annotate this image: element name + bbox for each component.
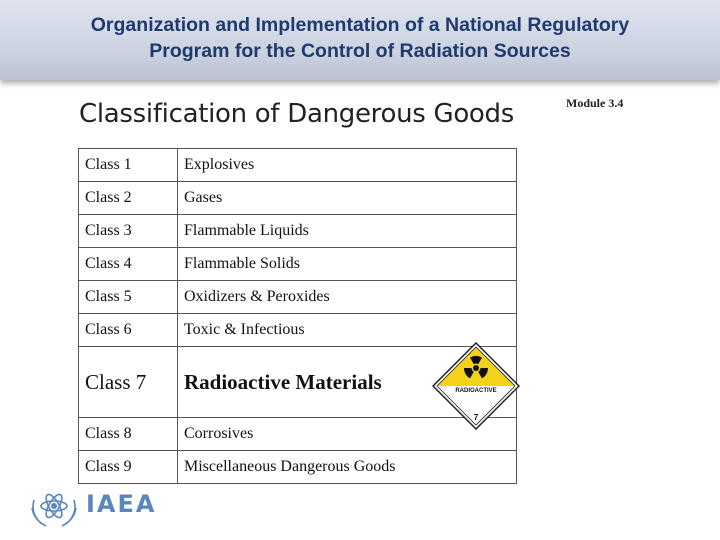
class-name: Miscellaneous Dangerous Goods — [178, 451, 517, 484]
class-name: Toxic & Infectious — [178, 314, 517, 347]
presentation-title-line1: Organization and Implementation of a National Regulatory — [90, 14, 630, 36]
presentation-title — [0, 12, 720, 64]
table-row — [79, 451, 517, 484]
module-label: Module 3.4 — [566, 96, 624, 110]
class-name: Explosives — [178, 149, 517, 182]
class-name: Radioactive Materials — [178, 347, 517, 418]
class-label: Class 6 — [79, 314, 178, 347]
iaea-logo-text: IAEA — [86, 490, 157, 518]
class-label: Class 4 — [79, 248, 178, 281]
table-row — [79, 149, 517, 182]
class-label: Class 7 — [79, 347, 178, 418]
class-name: Flammable Liquids — [178, 215, 517, 248]
radioactive-placard-icon — [432, 342, 520, 430]
class-name: Oxidizers & Peroxides — [178, 281, 517, 314]
class-label: Class 8 — [79, 418, 178, 451]
table-row — [79, 215, 517, 248]
placard-number: 7 — [473, 413, 479, 422]
class-name: Gases — [178, 182, 517, 215]
table-row — [79, 248, 517, 281]
placard-text: RADIOACTIVE — [455, 388, 497, 394]
class-name: Flammable Solids — [178, 248, 517, 281]
header-bar — [0, 0, 720, 80]
table-row — [79, 182, 517, 215]
class-label: Class 1 — [79, 149, 178, 182]
class-label: Class 9 — [79, 451, 178, 484]
dangerous-goods-table — [78, 148, 517, 484]
slide-title: Classification of Dangerous Goods — [79, 99, 514, 129]
class-name: Corrosives — [178, 418, 517, 451]
presentation-title-line2: Program for the Control of Radiation Sources — [149, 40, 571, 62]
class-label: Class 3 — [79, 215, 178, 248]
class-label: Class 2 — [79, 182, 178, 215]
table-row — [79, 281, 517, 314]
class-label: Class 5 — [79, 281, 178, 314]
